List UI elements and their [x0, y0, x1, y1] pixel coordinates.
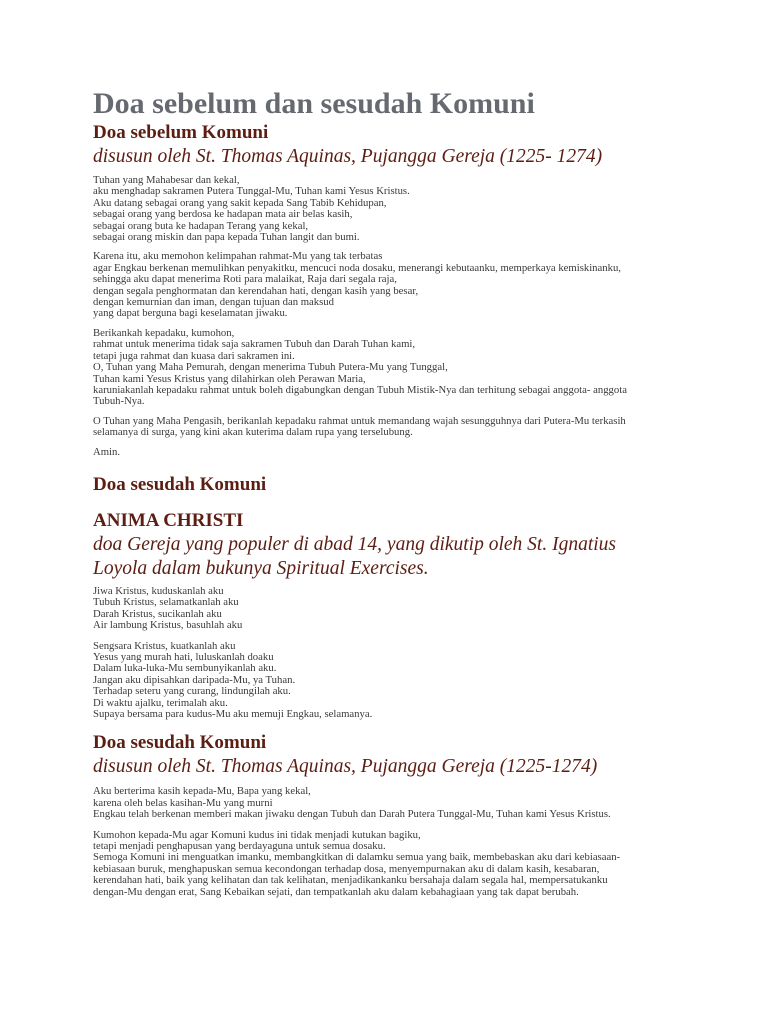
section-heading: Doa sesudah Komuni [93, 732, 267, 754]
section-subheading: ANIMA CHRISTI [93, 509, 244, 531]
section-heading: Doa sesudah Komuni [93, 473, 267, 495]
paragraph: Tuhan yang Mahabesar dan kekal, aku menghadap sakramen Putera Tunggal-Mu, Tuhan kami Yesus Kristus. Aku datang sebagai orang yang sakit kepada Sang Tabib Kehidupan, sebagai orang yang berdosa ke hadapan mata air belas kasih, sebagai orang buta ke hadapan Terang yang kekal, sebagai orang miskin dan papa kepada Tuhan langit dan bumi. [93, 174, 410, 244]
paragraph: Sengsara Kristus, kuatkanlah aku Yesus yang murah hati, luluskanlah doaku Dalam luka-luka-Mu sembunyikanlah aku. Jangan aku dipisahkan daripada-Mu, ya Tuhan. Terhadap seteru yang curang, lindungilah aku. Di waktu ajalku, terimalah aku. Supaya bersama para kudus-Mu aku memuji Engkau, selamanya. [93, 639, 373, 720]
paragraph: Berikankah kepadaku, kumohon, rahmat untuk menerima tidak saja sakramen Tubuh dan Darah Tuhan kami, tetapi juga rahmat dan kuasa dari sakramen ini. O, Tuhan yang Maha Pemurah, dengan menerima Tubuh Putera-Mu yang Tunggal, Tuhan kami Yesus Kristus yang dilahirkan oleh Perawan Maria, karuniakanlah kepadaku rahmat untuk boleh digabungkan dengan Tubuh Mistik-Nya dan terhitung sebagai anggota- anggota Tubuh-Nya. [93, 326, 627, 408]
section-subtitle: disusun oleh St. Thomas Aquinas, Pujangga Gereja (1225-1274) [93, 756, 598, 778]
section-subtitle: doa Gereja yang populer di abad 14, yang dikutip oleh St. Ignatius Loyola dalam bukunya Spiritual Exercises. [93, 533, 617, 579]
paragraph: Amin. [93, 445, 121, 458]
paragraph: Kumohon kepada-Mu agar Komuni kudus ini tidak menjadi kutukan bagiku, tetapi menjadi penghapusan yang berdayaguna untuk semua dosaku. Semoga Komuni ini menguatkan imanku, membangkitkan di dalamku semua yang baik, membebaskan aku dari kebiasaan- kebiasaan buruk, menghapuskan semua kecondongan terhadap dosa, menyempurnakan aku di dalam kasih, kesabaran, kerendahan hati, baik yang kelihatan dan tak kelihatan, menjadikankanku bersahaja dalam segala hal, mempersatukanku dengan-Mu dengan erat, Sang Kebaikan sejati, dan tempatkanlah aku dalam kebahagiaan yang tak dapat berubah. [93, 828, 621, 898]
section-before-communion [93, 122, 681, 458]
page-title: Doa sebelum dan sesudah Komuni [93, 87, 535, 120]
paragraph: Aku berterima kasih kepada-Mu, Bapa yang kekal, karena oleh belas kasihan-Mu yang murni Engkau telah berkenan memberi makan jiwaku dengan Tubuh dan Darah Putera Tunggal-Mu, Tuhan kami Yesus Kristus. [93, 785, 611, 821]
section-anima-christi [93, 474, 681, 720]
section-heading: Doa sebelum Komuni [93, 122, 269, 143]
paragraph: Karena itu, aku memohon kelimpahan rahmat-Mu yang tak terbatas agar Engkau berkenan memulihkan penyakitku, mencuci noda dosaku, menerangi kebutaanku, memperkaya kemiskinanku, sehingga aku dapat menerima Roti para malaikat, Raja dari segala raja, dengan segala penghormatan dan kerendahan hati, dengan kasih yang besar, dengan kemurnian dan iman, dengan tujuan dan maksud yang dapat berguna bagi keselamatan jiwaku. [93, 250, 621, 320]
document-page [93, 86, 681, 898]
paragraph: O Tuhan yang Maha Pengasih, berikanlah kepadaku rahmat untuk memandang wajah sesungguhnya dari Putera-Mu terkasih selamanya di surga, yang kini akan kuterima dalam rupa yang terselubung. [93, 414, 626, 439]
section-after-communion [93, 732, 681, 898]
paragraph: Jiwa Kristus, kuduskanlah aku Tubuh Kristus, selamatkanlah aku Darah Kristus, sucikanlah aku Air lambung Kristus, basuhlah aku [93, 584, 243, 632]
section-subtitle: disusun oleh St. Thomas Aquinas, Pujangga Gereja (1225- 1274) [93, 146, 603, 167]
